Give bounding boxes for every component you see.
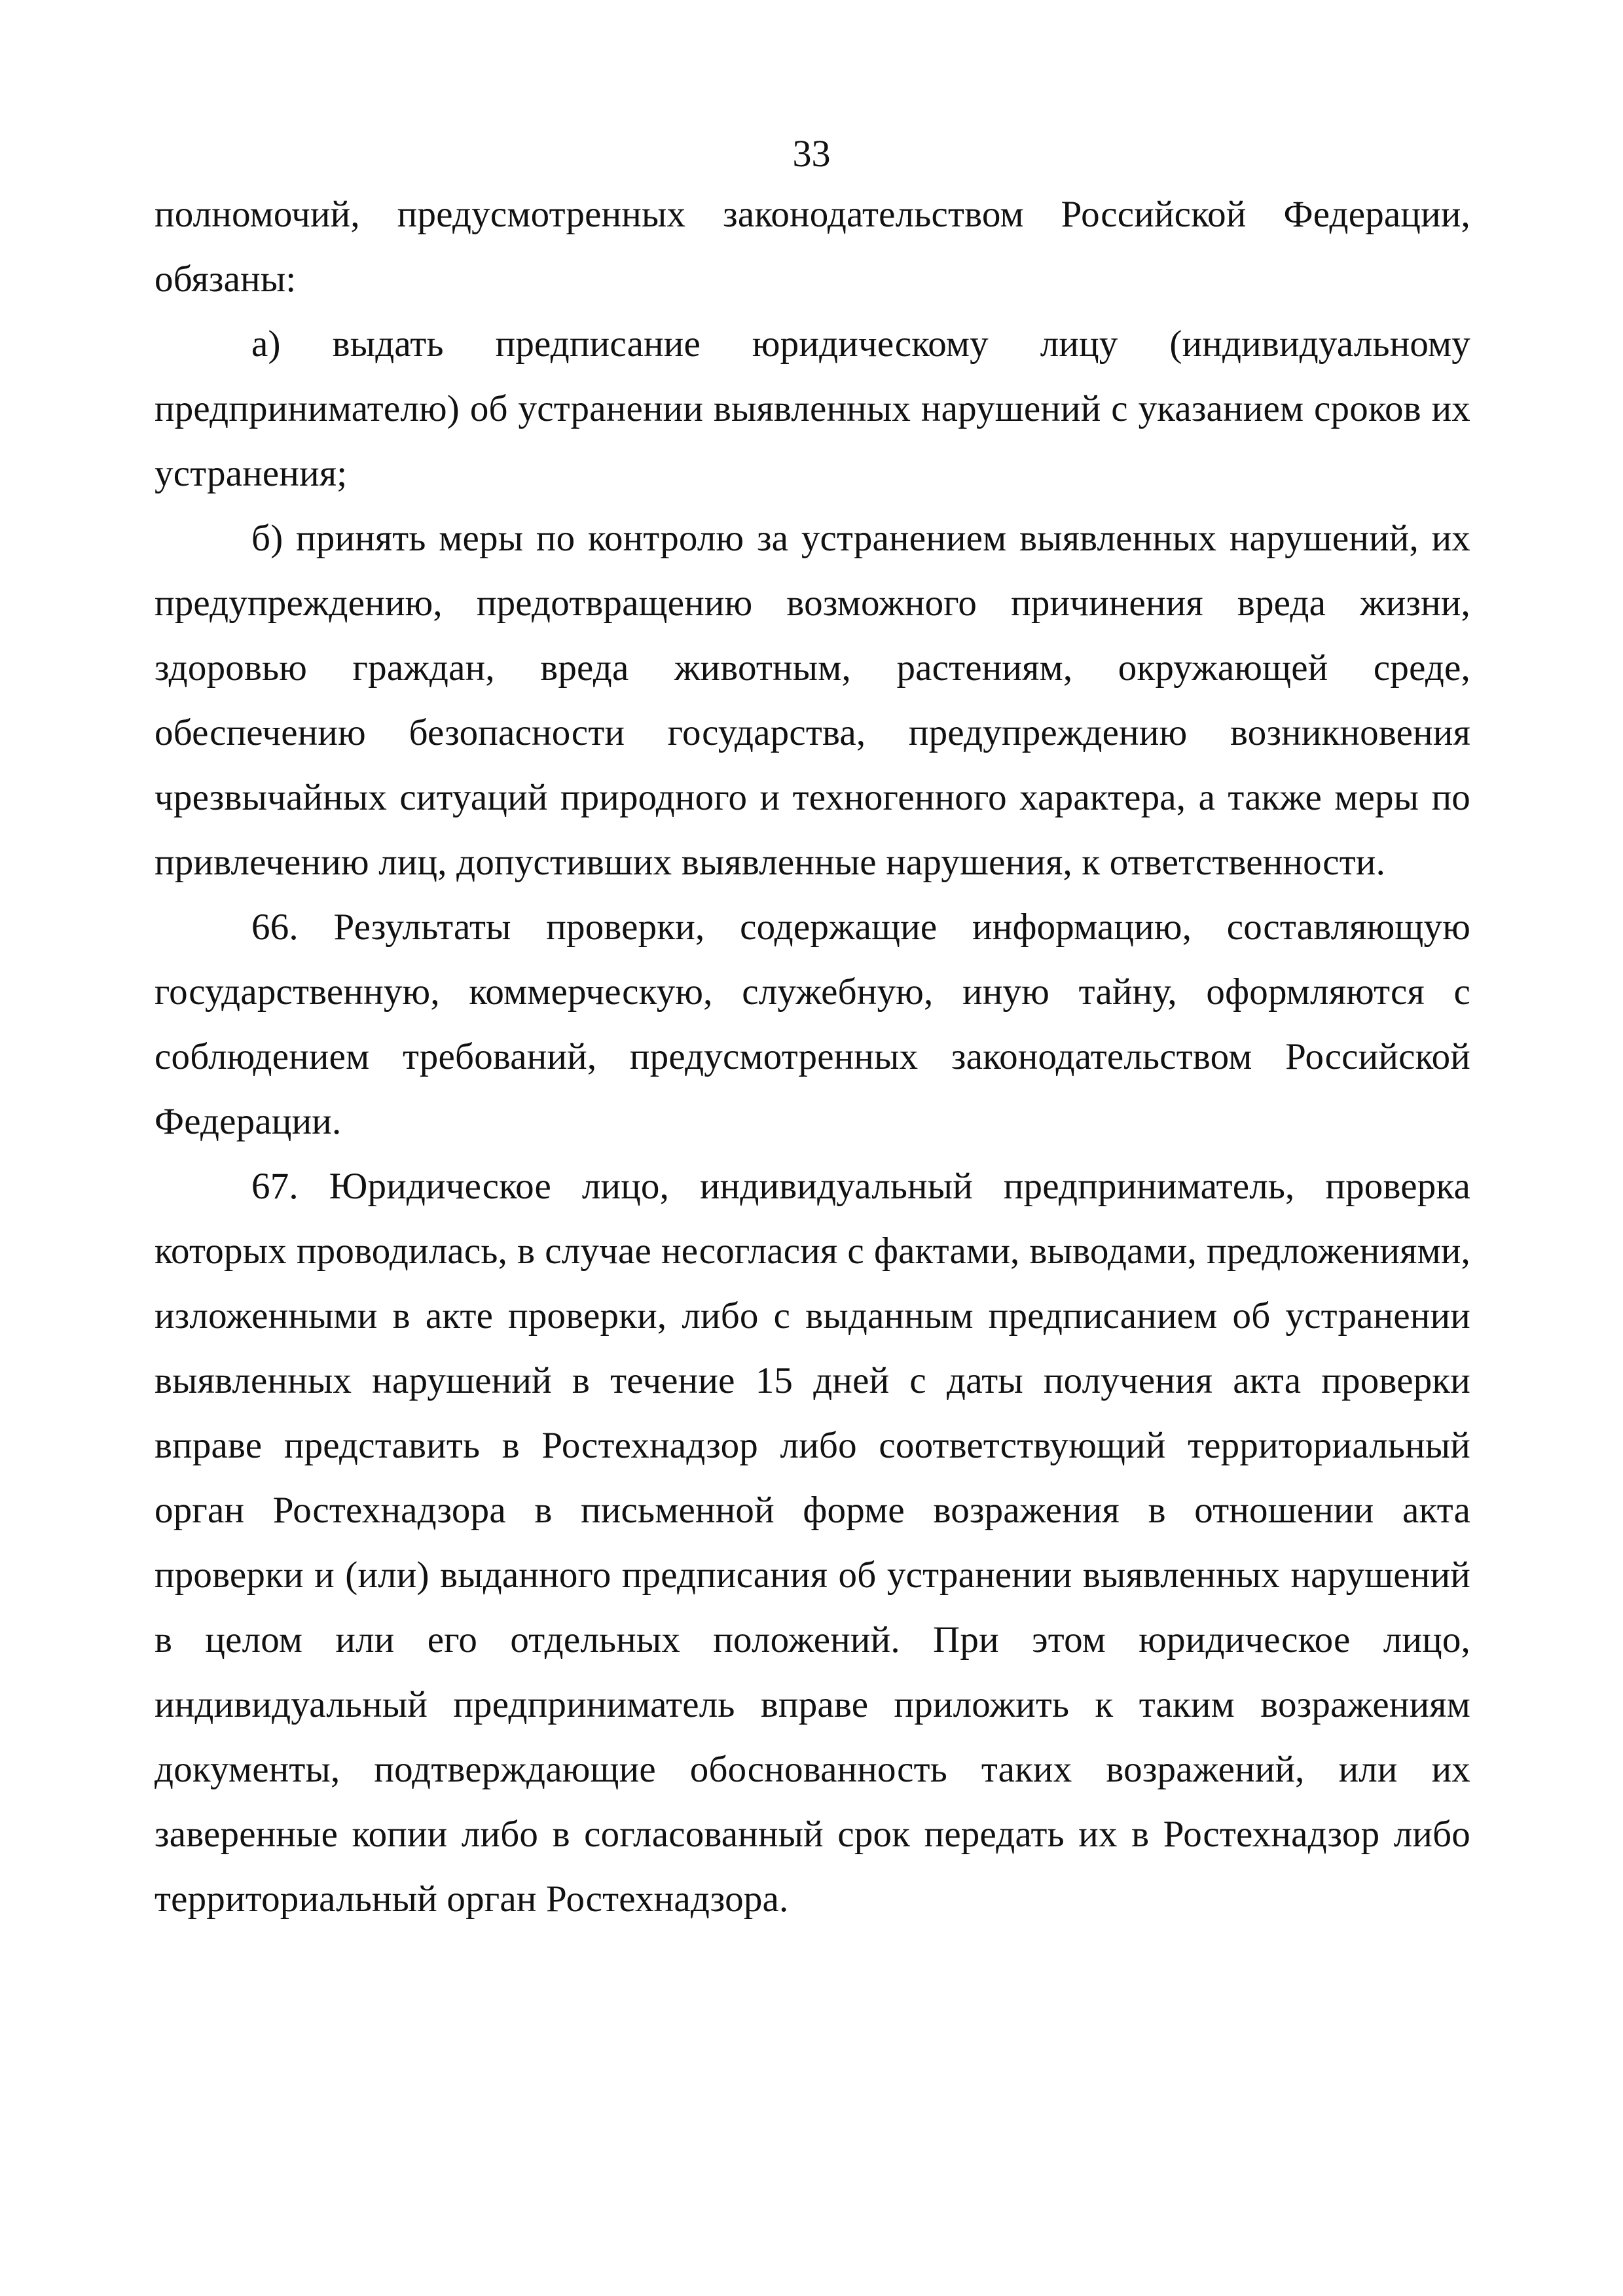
page-number: 33 (792, 132, 831, 175)
paragraph-clause-66: 66. Результаты проверки, содержащие информацию, составляющую государственную, коммерческую, служебную, иную тайну, оформляются с соблюдением требований, предусмотренных законодательством Российской Федерации. (155, 906, 1470, 1142)
paragraph-item-a: а) выдать предписание юридическому лицу (индивидуальному предпринимателю) об устранении выявленных нарушений с указанием сроков их устранения; (155, 323, 1470, 494)
document-body (155, 182, 1470, 1931)
paragraph-continuation: полномочий, предусмотренных законодательством Российской Федерации, обязаны: (155, 194, 1470, 300)
paragraph-clause-67: 67. Юридическое лицо, индивидуальный предприниматель, проверка которых проводилась, в случае несогласия с фактами, выводами, предложениями, изложенными в акте проверки, либо с выданным предписанием об устранении выявленных нарушений в течение 15 дней с даты получения акта проверки вправе представить в Ростехнадзор либо соответствующий территориальный орган Ростехнадзора в письменной форме возражения в отношении акта проверки и (или) выданного предписания об устранении выявленных нарушений в целом или его отдельных положений. При этом юридическое лицо, индивидуальный предприниматель вправе приложить к таким возражениям документы, подтверждающие обоснованность таких возражений, или их заверенные копии либо в согласованный срок передать их в Ростехнадзор либо территориальный орган Ростехнадзора. (155, 1166, 1470, 1920)
paragraph-item-b: б) принять меры по контролю за устранением выявленных нарушений, их предупреждению, предотвращению возможного причинения вреда жизни, здоровью граждан, вреда животным, растениям, окружающей среде, обеспечению безопасности государства, предупреждению возникновения чрезвычайных ситуаций природного и техногенного характера, а также меры по привлечению лиц, допустивших выявленные нарушения, к ответственности. (155, 518, 1470, 883)
